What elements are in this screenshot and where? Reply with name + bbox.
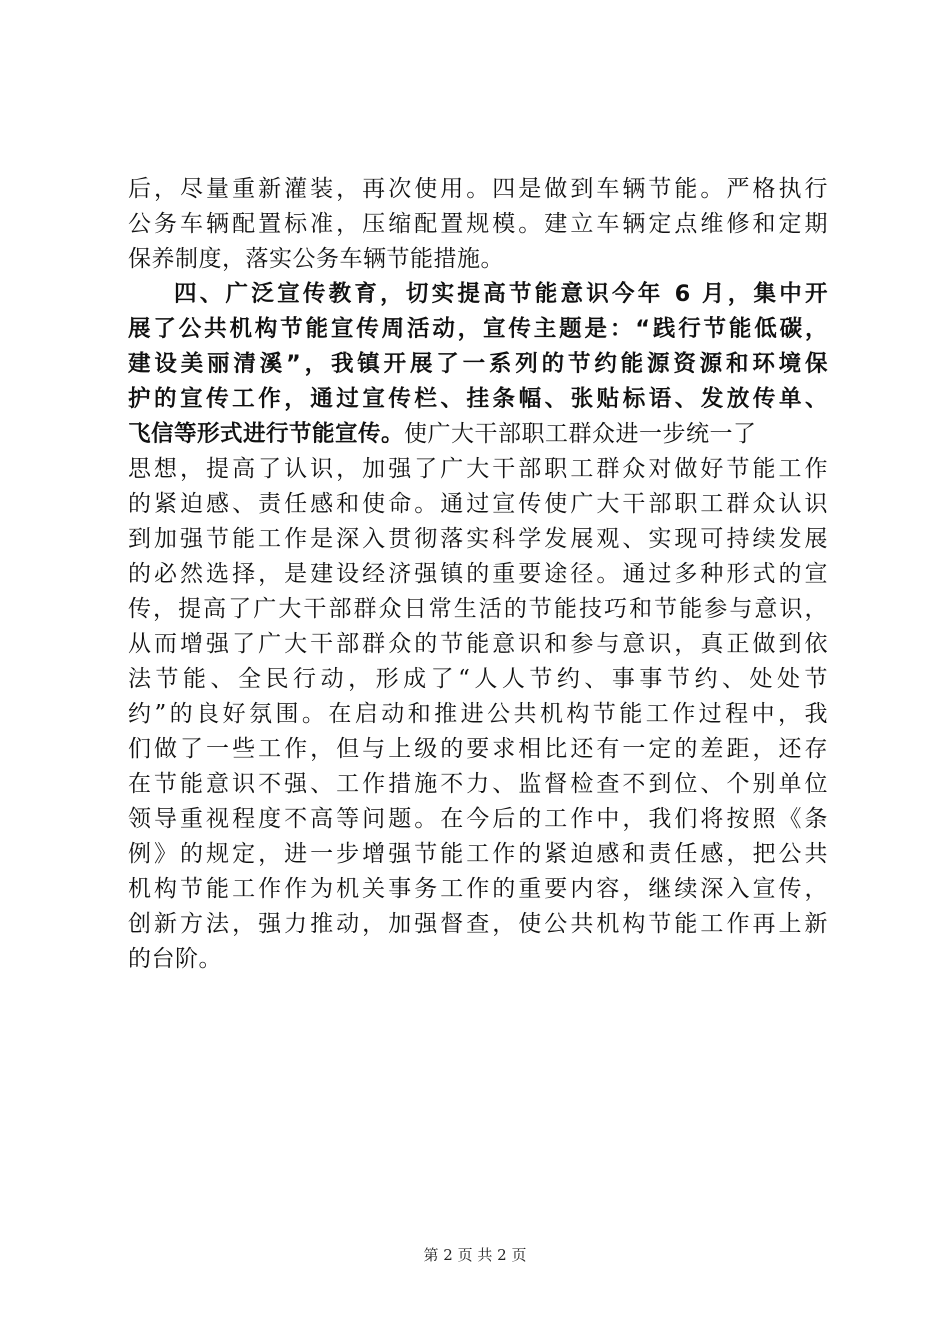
text-line: 在节能意识不强、工作措施不力、监督检查不到位、个别单位 [128,771,828,797]
section-heading-line: 护的宣传工作，通过宣传栏、挂条幅、张贴标语、发放传单、 [128,386,828,412]
page-number-footer: 第 2 页 共 2 页 [423,1246,527,1264]
text-line: 的紧迫感、责任感和使命。通过宣传使广大干部职工群众认识 [128,491,828,517]
text-line: 公务车辆配置标准，压缩配置规模。建立车辆定点维修和定期 [128,211,828,237]
section-heading-line: 四、广泛宣传教育，切实提高节能意识今年 6 月，集中开 [174,281,828,307]
text-line: 例》的规定，进一步增强节能工作的紧迫感和责任感，把公共 [128,841,828,867]
mixed-line [128,417,828,452]
text-line: 创新方法，强力推动，加强督查，使公共机构节能工作再上新 [128,911,828,937]
text-line: 的必然选择，是建设经济强镇的重要途径。通过多种形式的宣 [128,561,828,587]
text-line: 们做了一些工作，但与上级的要求相比还有一定的差距，还存 [128,736,828,762]
text-segment: 使广大干部职工群众进一步统一了 [404,421,757,447]
text-line: 传，提高了广大干部群众日常生活的节能技巧和节能参与意识， [128,596,828,622]
text-line: 的台阶。 [128,946,222,972]
text-line: 约”的良好氛围。在启动和推进公共机构节能工作过程中，我 [128,701,828,727]
section-heading-line-end: 飞信等形式进行节能宣传。 [128,421,405,447]
text-line: 后，尽量重新灌装，再次使用。四是做到车辆节能。严格执行 [128,176,828,202]
text-line: 机构节能工作作为机关事务工作的重要内容，继续深入宣传， [128,876,828,902]
section-heading-line: 建设美丽清溪”，我镇开展了一系列的节约能源资源和环境保 [128,351,828,377]
text-line: 法节能、全民行动，形成了“人人节约、事事节约、处处节 [128,666,828,692]
text-line: 保养制度，落实公务车辆节能措施。 [128,246,504,272]
body-text [128,172,828,977]
text-line: 思想，提高了认识，加强了广大干部职工群众对做好节能工作 [128,456,828,482]
text-line: 从而增强了广大干部群众的节能意识和参与意识，真正做到依 [128,631,828,657]
section-heading-line: 展了公共机构节能宣传周活动，宣传主题是：“践行节能低碳， [128,316,828,342]
text-line: 到加强节能工作是深入贯彻落实科学发展观、实现可持续发展 [128,526,828,552]
text-line: 领导重视程度不高等问题。在今后的工作中，我们将按照《条 [128,806,828,832]
